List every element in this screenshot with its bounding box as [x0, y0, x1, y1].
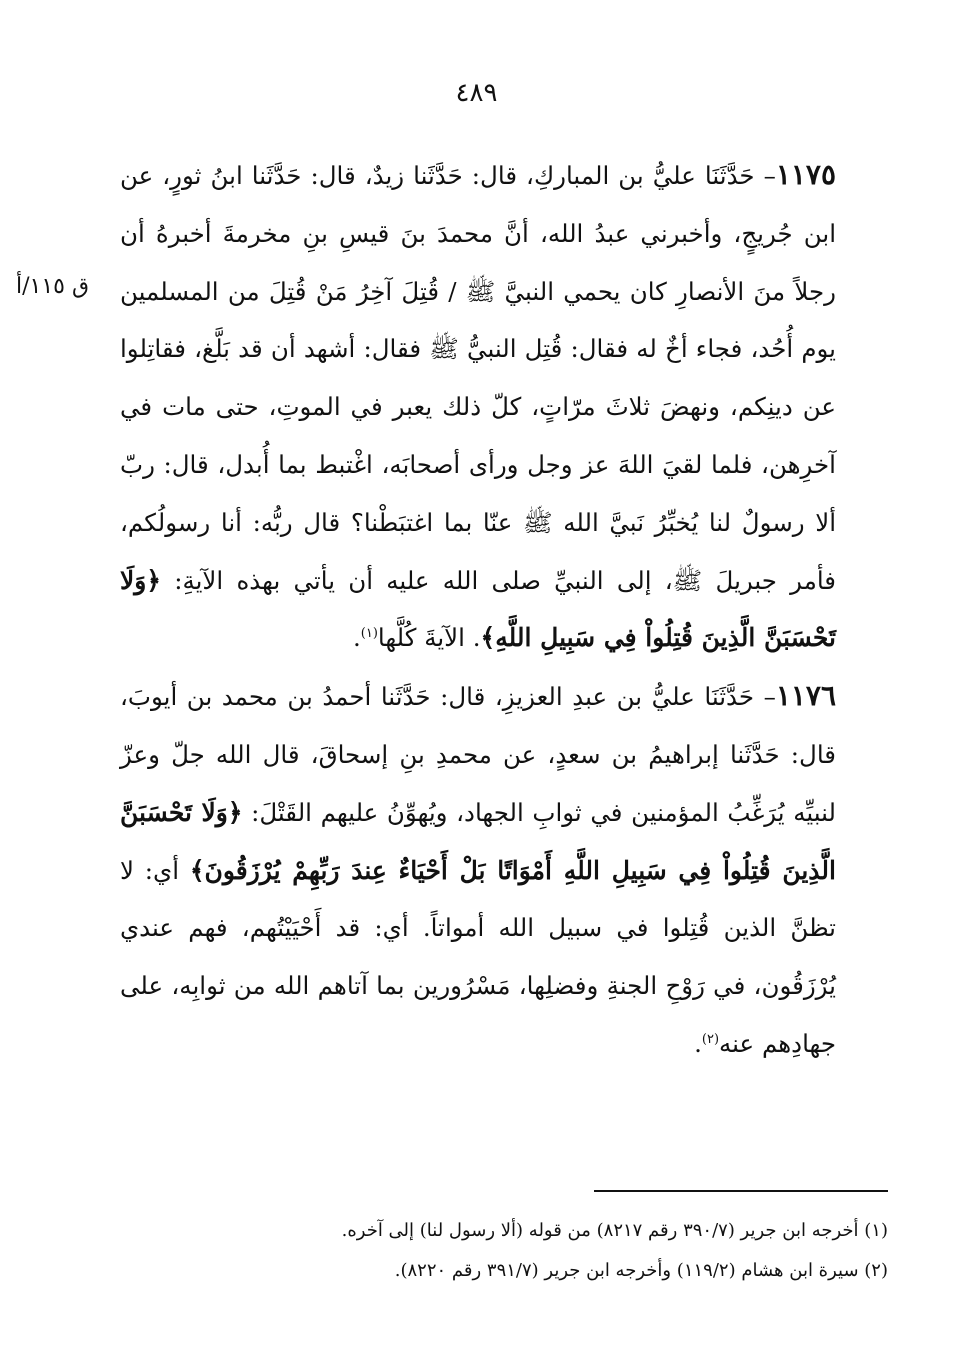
footnote-1: (١) أخرجه ابن جرير (٣٩٠/٧ رقم ٨٢١٧) من قوله (ألا رسول لنا) إلى آخره.: [341, 1220, 888, 1241]
hadith-text: – حَدَّثَنَا عليُّ بن المباركِ، قال: حَدَّثَنا زيدٌ، قال: حَدَّثَنا ابنُ ثورٍ، عن ابن جُريجٍ، وأخبرني عبدُ الله، أنَّ محمدَ بنَ قيسِ بنِ مخرمةَ أخبرهُ أن رجلاً منَ الأنصارِ كان يحمي النبيَّ ﷺ / قُتِلَ آخِرُ مَنْ قُتِلَ من المسلمين يوم أُحُد، فجاء أخٌ له فقال: قُتِل النبيُّ ﷺ فقال: أشهد أن قد بَلَّغ، فقاتِلوا عن دينِكم، ونهضَ ثلاثَ مرّاتٍ، كلّ ذلك يعبر في الموتِ، حتى مات في آخرِهن، فلما لقيَ اللهَ عز وجل ورأى أصحابَه، اغْتبط بما أُبدل، قال: ربّ ألا رسولٌ لنا يُخبِّرُ نَبيَّ الله ﷺ عنّا بما اغتبَطْنا؟ قال ربُّه: أنا رسولُكم، فأمر جبريلَ ﷺ، إلى النبيِّ صلى الله عليه أن يأتي بهذه الآيةِ:: [120, 161, 836, 595]
hadith-text: – حَدَّثَنَا عليُّ بن عبدِ العزيزِ، قال: حَدَّثَنا أحمدُ بن محمد بن أيوبَ، قال: حَدَّثَنا إبراهيمُ بن سعدٍ، عن محمدِ بنِ إسحاقَ، قال الله جلّ وعزّ لنبيِّه يُرَغِّبُ المؤمنين في ثوابِ الجهاد، ويُهوِّنُ عليهم القَتْلَ:: [120, 682, 836, 827]
hadith-number: ١١٧٦: [775, 679, 836, 713]
quran-verse: ﴿وَلَا تَحْسَبَنَّ الَّذِينَ قُتِلُواْ فِي سَبِيلِ اللَّهِ﴾: [120, 565, 836, 653]
footnotes: [200, 1211, 888, 1291]
hadith-1175: [120, 146, 836, 667]
footnote-2: (٢) سيرة ابن هشام (١١٩/٢) وأخرجه ابن جرير (٣٩١/٧ رقم ٨٢٢٠).: [394, 1260, 888, 1281]
hadith-end: .: [352, 623, 361, 653]
page-number: ٤٨٩: [455, 78, 498, 108]
main-text: [120, 146, 836, 1073]
footnote-divider: [594, 1190, 888, 1192]
hadith-text-continued: أي: لا تظنَّ الذين قُتِلوا في سبيل الله أمواتاً. أي: قد أَحْيَيْتُهم، فهم عندي يُرْزَقُون، في رَوْحِ الجنةِ وفضلِها، مَسْرُورين بما آتاهم الله من ثوابِه، على جهادِهم عنه: [120, 855, 836, 1058]
hadith-number: ١١٧٥: [775, 158, 836, 191]
footnote-marker: (٢): [701, 1031, 720, 1047]
hadith-text-continued: . الآيةَ كُلَّها: [377, 623, 481, 653]
hadith-end: .: [694, 1028, 702, 1058]
quran-verse: ﴿وَلَا تَحْسَبَنَّ الَّذِينَ قُتِلُواْ فِي سَبِيلِ اللَّهِ أَمْوَاتًا بَلْ أَحْيَاءٌ عِندَ رَبِّهِمْ يُرْزَقُونَ﴾: [120, 797, 836, 885]
margin-reference: ق ١١٥/أ: [16, 274, 90, 299]
hadith-1176: [120, 667, 836, 1073]
footnote-marker: (١): [360, 626, 378, 642]
